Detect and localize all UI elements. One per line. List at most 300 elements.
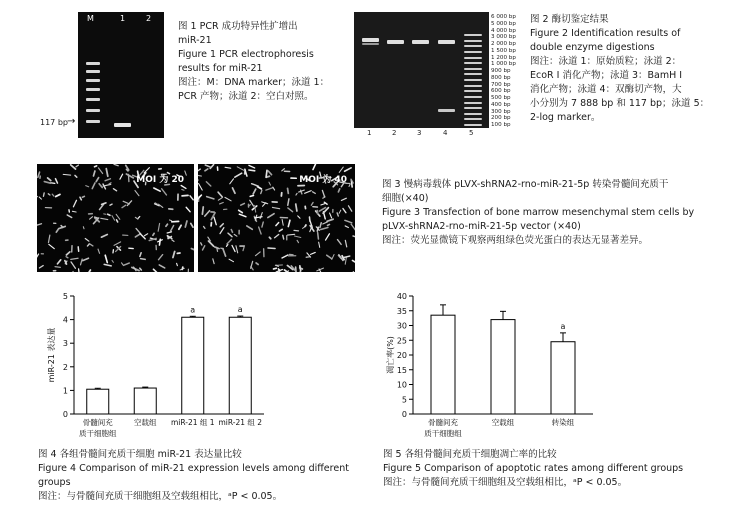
fluorescent-cell xyxy=(235,173,242,177)
marker-size-label: 117 bp xyxy=(40,118,68,127)
fluorescent-cell xyxy=(106,169,108,177)
fluorescent-cell xyxy=(141,259,146,260)
fluorescent-cell xyxy=(37,254,39,259)
fluorescent-cell xyxy=(71,262,75,268)
fluorescent-cell xyxy=(203,246,205,250)
lane-number: 2 xyxy=(392,129,397,137)
bar xyxy=(551,342,575,414)
fluorescent-cell xyxy=(228,233,232,237)
significance-marker: a xyxy=(237,305,243,315)
category-label: 质干细胞组 xyxy=(79,429,117,438)
ladder-band xyxy=(464,113,482,115)
fluorescent-cell xyxy=(166,224,168,226)
fluorescent-cell xyxy=(313,192,316,194)
fluorescent-cell xyxy=(162,189,167,195)
fluorescent-cell xyxy=(259,227,261,234)
fluorescent-cell xyxy=(89,244,93,246)
fluorescent-cell xyxy=(96,178,98,182)
fluorescent-cell xyxy=(311,202,313,205)
fluorescent-cell xyxy=(272,207,279,208)
fluorescent-cell xyxy=(345,240,346,247)
fluorescent-cell xyxy=(55,267,60,268)
fluorescent-cell xyxy=(38,172,40,177)
caption-note-cont: 2-log marker。 xyxy=(530,112,601,123)
fluorescent-cell xyxy=(214,217,216,225)
bar xyxy=(229,317,251,414)
fluorescent-cell xyxy=(319,242,320,247)
fluorescent-cell xyxy=(313,164,316,170)
ladder-size-label: 1 000 bp xyxy=(491,61,516,68)
caption-title-cn: 图 2 酶切鉴定结果 xyxy=(530,14,609,25)
fluorescent-cell xyxy=(73,200,76,206)
fluorescent-cell xyxy=(95,217,98,218)
fluorescent-cell xyxy=(239,214,246,217)
ladder-band xyxy=(464,45,482,47)
ladder-size-label: 6 000 bp xyxy=(491,14,516,20)
panel-label-moi-20: MOI 为 20 xyxy=(136,175,184,185)
ladder-size-label: 1 500 bp xyxy=(491,47,516,54)
y-tick-label: 4 xyxy=(62,315,68,325)
ladder-band xyxy=(464,85,482,87)
fluorescent-cell xyxy=(239,210,243,212)
fluorescent-cell xyxy=(67,215,71,218)
caption-note-cont: 消化产物；泳道 4：双酶切产物，大 xyxy=(530,84,682,95)
fluorescent-cell xyxy=(48,194,50,195)
caption-note-cont: PCR 产物；泳道 2：空白对照。 xyxy=(178,91,314,102)
caption-title-cn: 图 5 各组骨髓间充质干细胞凋亡率的比较 xyxy=(383,449,557,460)
fluorescent-cell xyxy=(98,249,100,253)
fluorescent-cell xyxy=(182,195,188,196)
fluorescent-cell xyxy=(123,201,129,204)
fluorescent-cell xyxy=(48,178,51,181)
fluorescent-cell xyxy=(226,245,227,247)
pcr-gel-image xyxy=(78,12,164,138)
fluorescent-cell xyxy=(205,211,210,216)
fluorescent-cell xyxy=(345,220,352,222)
fluorescent-cell xyxy=(159,265,164,268)
fluorescent-cell xyxy=(225,167,231,168)
caption-title-cn: 图 4 各组骨髓间充质干细胞 miR-21 表达量比较 xyxy=(38,449,242,460)
fluorescent-cell xyxy=(95,166,97,167)
marker-band xyxy=(86,109,100,112)
fluorescent-cell xyxy=(75,175,77,177)
caption-title-en-cont: groups xyxy=(38,477,71,488)
fluorescent-cell xyxy=(44,182,50,184)
fluorescent-cell xyxy=(345,257,346,264)
fluorescent-cell xyxy=(80,197,81,200)
category-label: 骨髓间充 xyxy=(428,418,458,427)
category-label: 质干细胞组 xyxy=(424,429,462,438)
fluorescent-cell xyxy=(279,229,282,231)
fluorescent-cell xyxy=(220,228,224,234)
ladder-size-label: 5 000 bp xyxy=(491,20,516,27)
fluorescent-cell xyxy=(49,244,55,248)
fluorescent-cell xyxy=(52,194,54,196)
fluorescent-cell xyxy=(85,239,89,242)
ladder-band xyxy=(464,102,482,104)
fluorescent-cell xyxy=(117,220,118,222)
fluorescent-cell xyxy=(204,226,205,228)
fluorescent-cell xyxy=(266,170,267,177)
fluorescent-cell xyxy=(288,208,293,212)
fluorescent-cell xyxy=(213,259,214,264)
fluorescent-cell xyxy=(83,227,84,229)
fluorescent-cell xyxy=(101,218,108,219)
fluorescent-cell xyxy=(48,235,49,242)
fluorescent-cell xyxy=(273,187,275,190)
category-label: 空载组 xyxy=(134,418,157,427)
fluorescent-cell xyxy=(185,221,187,227)
fluorescent-cell xyxy=(274,268,277,269)
caption-title-cn-cont: miR-21 xyxy=(178,35,212,46)
ladder-band xyxy=(464,51,482,53)
caption-note: 图注：与骨髓间充质干细胞组及空载组相比，ᵃP < 0.05。 xyxy=(383,477,628,488)
figure-4-caption xyxy=(38,448,349,504)
pcr-product-band xyxy=(114,123,131,127)
ladder-size-label: 100 bp xyxy=(491,122,511,128)
fluorescent-cell xyxy=(76,165,78,167)
caption-title-en-cont: pLVX-shRNA2-rno-miR-21-5p vector (×40) xyxy=(382,221,581,232)
y-axis-label: 凋亡率(%) xyxy=(386,336,395,374)
fluorescent-cell xyxy=(232,188,235,193)
fluorescent-cell xyxy=(104,264,111,266)
fluorescent-cell xyxy=(276,223,279,226)
ladder-lane xyxy=(462,34,484,124)
fluorescent-cell xyxy=(186,207,190,212)
y-tick-label: 10 xyxy=(396,380,407,390)
fluorescent-cell xyxy=(300,266,301,271)
caption-title-cn: 图 3 慢病毒载体 pLVX-shRNA2-rno-miR-21-5p 转染骨髓间充质干 xyxy=(382,179,669,190)
fluorescent-cell xyxy=(79,269,80,272)
fluorescent-cell xyxy=(229,259,233,261)
fluorescent-cell xyxy=(177,263,178,265)
y-axis-label: miR-21 表达量 xyxy=(47,327,56,383)
fluorescent-cell xyxy=(98,168,102,174)
fluorescent-cell xyxy=(305,191,312,194)
caption-title-en: Figure 2 Identification results of xyxy=(530,28,681,39)
fluorescent-cell xyxy=(138,217,140,219)
fluorescent-cell xyxy=(92,183,95,189)
fluorescent-cell xyxy=(144,234,147,236)
fluorescent-cell xyxy=(338,189,339,192)
fluorescent-cell xyxy=(173,252,175,258)
fluorescent-cell xyxy=(39,266,43,268)
fluorescent-cell xyxy=(56,194,60,196)
fluorescent-cell xyxy=(37,224,41,226)
fluorescent-cell xyxy=(327,224,329,225)
double-digest-band xyxy=(438,40,455,44)
ladder-band xyxy=(464,79,482,81)
marker-band xyxy=(86,120,100,123)
fluorescent-cell xyxy=(39,197,41,199)
digestion-gel-image xyxy=(354,12,489,128)
bar xyxy=(134,388,156,414)
ladder-size-label: 700 bp xyxy=(491,81,511,88)
fluorescent-cell xyxy=(348,206,351,211)
fluorescent-cell xyxy=(105,255,107,262)
caption-title-cn: 图 1 PCR 成功特异性扩增出 xyxy=(178,21,298,32)
ladder-size-label: 200 bp xyxy=(491,115,511,122)
fluorescent-cell xyxy=(249,170,255,171)
fluorescent-cell xyxy=(71,258,78,259)
fluorescent-cell xyxy=(323,222,328,224)
fluorescent-cell xyxy=(158,223,159,231)
y-tick-label: 3 xyxy=(62,339,68,349)
fluorescent-cell xyxy=(318,233,319,239)
category-label: 转染组 xyxy=(551,418,575,427)
caption-note: 图注：泳道 1：原始质粒；泳道 2： xyxy=(530,56,682,67)
fluorescent-cell xyxy=(206,182,210,186)
fluorescent-cell xyxy=(113,189,116,191)
fluorescent-cell xyxy=(268,171,271,175)
y-tick-label: 2 xyxy=(62,362,68,372)
fluorescent-cell xyxy=(90,217,93,219)
expression-bar-chart xyxy=(40,288,280,448)
fluorescent-cell xyxy=(198,169,200,172)
fluorescent-cell xyxy=(327,219,333,221)
lane-number: 1 xyxy=(367,129,372,137)
fluorescent-cell xyxy=(114,242,121,246)
fluorescent-cell xyxy=(199,184,203,190)
y-tick-label: 20 xyxy=(396,351,407,360)
fluorescent-cell xyxy=(124,263,129,265)
fluorescent-cell xyxy=(221,248,224,249)
fluorescent-cell xyxy=(191,249,194,252)
caption-note: 图注：与骨髓间充质干细胞组及空载组相比，ᵃP < 0.05。 xyxy=(38,491,283,502)
fluorescent-cell xyxy=(223,249,226,256)
fluorescent-cell xyxy=(298,216,300,218)
fluorescent-cell xyxy=(81,259,83,265)
ladder-band xyxy=(464,40,482,42)
fluorescent-cell xyxy=(294,236,300,237)
fluorescent-cell xyxy=(172,240,174,241)
fluorescent-cell xyxy=(126,174,133,178)
micrograph-moi-20 xyxy=(37,164,194,272)
fluorescent-cell xyxy=(255,252,260,256)
apoptosis-bar-chart xyxy=(385,288,615,448)
fluorescent-cell xyxy=(225,197,231,200)
y-tick-label: 0 xyxy=(62,410,68,419)
micrograph-moi-40 xyxy=(198,164,355,272)
fluorescent-cell xyxy=(268,214,274,218)
fluorescent-cell xyxy=(261,190,262,193)
y-tick-label: 5 xyxy=(401,395,407,405)
ladder-band xyxy=(464,62,482,64)
fluorescent-cell xyxy=(353,236,355,237)
marker-band xyxy=(86,70,100,73)
fluorescent-cell xyxy=(114,164,118,165)
fluorescent-cell xyxy=(208,241,213,246)
fluorescent-cell xyxy=(171,225,174,231)
fluorescent-cell xyxy=(87,244,89,246)
fluorescent-cell xyxy=(326,234,330,240)
fluorescent-cell xyxy=(218,192,222,197)
fluorescent-cell xyxy=(101,235,107,238)
fluorescent-cell xyxy=(330,213,332,218)
fluorescent-cell xyxy=(252,184,259,186)
fluorescent-cell xyxy=(218,198,222,201)
fluorescent-cell xyxy=(343,256,350,258)
figure-3 xyxy=(0,158,729,278)
fluorescent-cell xyxy=(116,214,120,219)
caption-note-cont: 小分别为 7 888 bp 和 117 bp；泳道 5： xyxy=(530,98,710,109)
fluorescent-cell xyxy=(231,230,232,233)
fluorescent-cell xyxy=(181,185,186,188)
significance-marker: a xyxy=(560,321,566,331)
figure-1-caption xyxy=(178,20,329,104)
fluorescent-cell xyxy=(112,216,115,221)
fluorescent-cell xyxy=(170,220,172,221)
fluorescent-cell xyxy=(339,210,341,213)
ladder-band xyxy=(464,107,482,109)
fluorescent-cell xyxy=(283,235,284,239)
caption-title-en: Figure 5 Comparison of apoptotic rates among different groups xyxy=(383,463,684,474)
fluorescent-cell xyxy=(311,252,316,254)
fluorescent-cell xyxy=(276,265,278,266)
fluorescent-cell xyxy=(262,222,263,227)
fluorescent-cell xyxy=(266,188,273,191)
ladder-size-label: 3 000 bp xyxy=(491,34,516,41)
fluorescent-cell xyxy=(66,257,68,258)
fluorescent-cell xyxy=(207,197,214,199)
gel-lane-numbers xyxy=(354,129,489,139)
fluorescent-cell xyxy=(89,270,90,272)
fluorescent-cell xyxy=(63,174,70,175)
fluorescent-cell xyxy=(288,188,289,193)
bar xyxy=(491,320,515,414)
fluorescent-cell xyxy=(83,258,89,260)
ecori-band xyxy=(387,40,404,44)
fluorescent-cell xyxy=(71,165,76,169)
bar xyxy=(87,389,109,414)
fluorescent-cell xyxy=(250,196,253,197)
fluorescent-cell xyxy=(341,198,346,200)
fluorescent-cell xyxy=(215,247,219,249)
fluorescent-cell xyxy=(159,239,160,245)
fluorescent-cell xyxy=(201,243,202,245)
fluorescent-cell xyxy=(345,168,352,171)
fluorescent-cell xyxy=(237,167,243,170)
figure-1 xyxy=(0,0,360,150)
fluorescent-cell xyxy=(202,207,203,214)
y-tick-label: 25 xyxy=(396,336,407,346)
fluorescent-cell xyxy=(343,209,346,213)
fluorescent-cell xyxy=(167,232,171,233)
ladder-size-label: 800 bp xyxy=(491,74,511,81)
lane-label-1: 1 xyxy=(120,14,126,23)
fluorescent-cell xyxy=(43,193,44,196)
fluorescent-cell xyxy=(321,204,325,205)
fluorescent-cell xyxy=(351,224,355,230)
caption-note-cont: EcoR I 消化产物；泳道 3：BamH I xyxy=(530,70,683,81)
fluorescent-cell xyxy=(269,237,270,238)
fluorescent-cell xyxy=(122,205,126,207)
ladder-size-label: 600 bp xyxy=(491,88,511,95)
caption-title-en: Figure 3 Transfection of bone marrow mesenchymal stem cells by xyxy=(382,207,695,218)
lane-label-m: M xyxy=(87,14,94,23)
fluorescent-cell xyxy=(256,263,258,265)
fluorescent-cell xyxy=(320,223,321,228)
fluorescent-cell xyxy=(267,176,269,177)
fluorescent-cell xyxy=(153,233,154,235)
ladder-band xyxy=(464,96,482,98)
fluorescent-cell xyxy=(190,196,193,200)
fluorescent-cell xyxy=(159,255,163,260)
fluorescent-cell xyxy=(110,204,112,205)
fluorescent-cell xyxy=(140,253,141,257)
fluorescent-cell xyxy=(191,223,193,227)
lane-label-2: 2 xyxy=(146,14,152,23)
fluorescent-cell xyxy=(253,189,256,194)
category-label: 空载组 xyxy=(491,418,515,427)
fluorescent-cell xyxy=(205,165,210,167)
fluorescent-cell xyxy=(55,179,57,183)
marker-band xyxy=(86,62,100,65)
ladder-size-label: 900 bp xyxy=(491,68,511,74)
fluorescent-cell xyxy=(182,189,184,190)
figure-5-caption xyxy=(383,448,683,490)
ladder-size-label: 300 bp xyxy=(491,108,511,115)
y-tick-label: 1 xyxy=(62,386,68,396)
fluorescent-cell xyxy=(296,193,297,195)
fluorescent-cell xyxy=(345,226,348,228)
caption-note: 图注：荧光显微镜下观察两组绿色荧光蛋白的表达无显著差异。 xyxy=(382,235,649,246)
fluorescent-cell xyxy=(135,217,138,219)
y-tick-label: 5 xyxy=(62,292,68,301)
fluorescent-cell xyxy=(232,245,235,251)
marker-band xyxy=(86,88,100,91)
figure-2-caption xyxy=(530,13,709,125)
fluorescent-cell xyxy=(108,214,110,215)
marker-band xyxy=(86,98,100,101)
ladder-size-label: 1 200 bp xyxy=(491,54,516,61)
fluorescent-cell xyxy=(86,186,89,187)
panel-label-moi-40: MOI 为 40 xyxy=(299,175,347,185)
plasmid-band xyxy=(362,43,379,45)
figure-5 xyxy=(365,282,729,522)
y-tick-label: 0 xyxy=(401,410,407,419)
fluorescent-cell xyxy=(99,184,102,188)
marker-band xyxy=(86,79,100,82)
fluorescent-cell xyxy=(236,246,238,253)
fluorescent-cell xyxy=(230,179,234,184)
fluorescent-cell xyxy=(257,187,261,189)
category-label: miR-21 组 1 xyxy=(170,418,215,427)
fluorescent-cell xyxy=(109,183,111,184)
fluorescent-cell xyxy=(249,165,255,168)
fluorescent-cell xyxy=(296,204,297,211)
ladder-size-label: 2 000 bp xyxy=(491,41,516,47)
figure-2 xyxy=(350,0,729,150)
figure-4 xyxy=(0,282,365,522)
fluorescent-cell xyxy=(102,203,106,204)
figure-3-caption xyxy=(382,178,694,248)
fluorescent-cell xyxy=(297,240,298,242)
bamhi-band xyxy=(412,40,429,44)
fluorescent-cell xyxy=(66,252,69,255)
y-tick-label: 30 xyxy=(396,321,407,331)
fluorescent-cell xyxy=(205,169,208,171)
fluorescent-cell xyxy=(179,225,181,229)
fluorescent-cell xyxy=(241,203,245,205)
ladder-band xyxy=(464,57,482,59)
fluorescent-cell xyxy=(282,220,283,226)
ladder-size-label: 500 bp xyxy=(491,95,511,101)
ladder-band xyxy=(464,73,482,75)
caption-note: 图注：M：DNA marker；泳道 1： xyxy=(178,77,330,88)
caption-title-en-cont: results for miR-21 xyxy=(178,63,263,74)
category-label: 骨髓间充 xyxy=(82,418,113,427)
